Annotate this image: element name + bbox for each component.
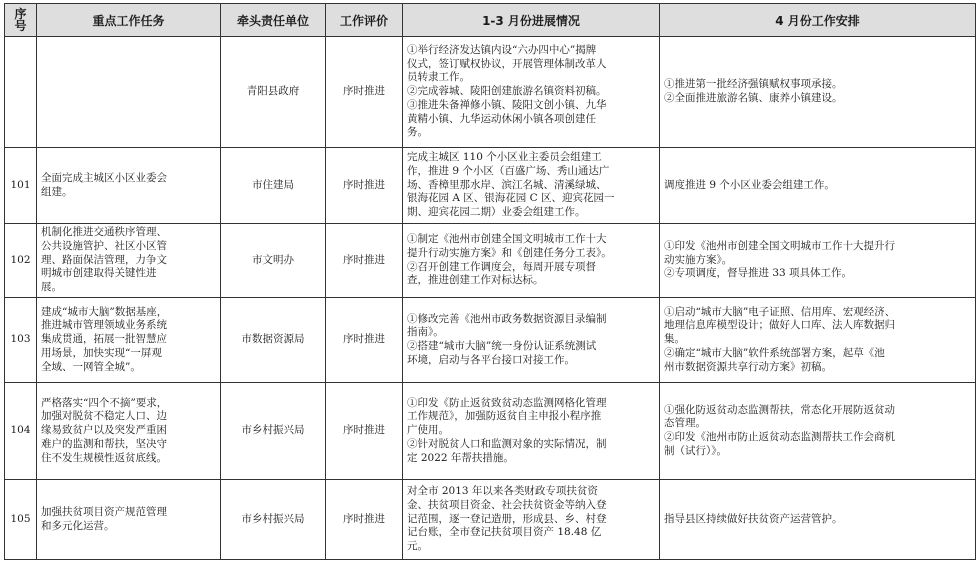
row-seq: 103 (5, 298, 37, 383)
arrangement-line: 州市数据资源共享行动方案》初稿。 (664, 360, 832, 373)
task-line: 加强扶贫项目资产规范管理 (41, 505, 167, 518)
row-seq: 102 (5, 224, 37, 298)
header-arrangement: 4 月份工作安排 (660, 4, 976, 37)
task-line: 缘易致贫户以及突发严重困 (41, 424, 167, 437)
row-seq: 101 (5, 148, 37, 224)
progress-line: 工作规范》，加强防返贫自主申报小程序推 (407, 410, 602, 423)
progress-line: ②完成蓉城、陵阳创建旅游名镇资料初稿。 (407, 85, 607, 98)
arrangement-line: ②确定“城市大脑”软件系统部署方案，起草《池 (664, 346, 885, 359)
row-arrangement (660, 383, 976, 480)
task-line: 建成“城市大脑”数据基座， (41, 305, 168, 318)
row-progress (403, 298, 660, 383)
task-line: 公共设施管护、社区小区管 (41, 239, 167, 252)
row-unit: 青阳县政府 (221, 37, 326, 148)
arrangement-line: ②全面推进旅游名镇、康养小镇建设。 (664, 92, 843, 104)
row-progress (403, 480, 660, 560)
progress-line: 记范围，逐一登记造册，形成县、乡、村登 (407, 512, 607, 525)
arrangement-line: ①推进第一批经济强镇赋权事项承接。 (664, 78, 843, 91)
progress-line: 广使用。 (407, 424, 449, 437)
arrangement-line: ①印发《池州市创建全国文明城市工作十大提升行 (664, 239, 895, 252)
table-row (5, 480, 976, 560)
progress-line: ②召开创建工作调度会，每周开展专项督 (407, 260, 596, 273)
progress-line: ①修改完善《池州市政务数据资源目录编制 (407, 312, 607, 325)
progress-line: ①举行经济发达镇内设“六办四中心”揭牌 (407, 44, 597, 57)
progress-line: 完成主城区 110 个小区业主委员会组建工 (407, 151, 602, 164)
progress-line: 指南》。 (407, 326, 444, 339)
task-line: 难户的监测和帮扶，坚决守 (41, 437, 167, 450)
work-task-table (4, 3, 976, 560)
row-task (37, 148, 221, 224)
row-seq: 104 (5, 383, 37, 480)
table-row (5, 383, 976, 480)
arrangement-line: 态管理。 (664, 417, 706, 430)
task-line: 明城市创建取得关键性进 (41, 267, 157, 280)
row-progress (403, 37, 660, 148)
row-unit: 市文明办 (221, 224, 326, 298)
arrangement-line: 集。 (664, 333, 685, 346)
row-progress (403, 148, 660, 224)
arrangement-line: ②印发《池州市防止返贫动态监测帮扶工作会商机 (664, 431, 895, 443)
table-body (5, 37, 976, 560)
progress-line: ①印发《防止返贫致贫动态监测网格化管理 (407, 396, 607, 409)
row-unit: 市数据资源局 (221, 298, 326, 383)
progress-line: 员转隶工作。 (407, 71, 470, 84)
header-seq-char: 序 (14, 7, 27, 21)
row-unit: 市住建局 (221, 148, 326, 224)
arrangement-line: 制（试行）》。 (664, 444, 727, 457)
row-arrangement (660, 298, 976, 383)
arrangement-line: ①启动“城市大脑”电子证照、信用库、宏观经济、 (664, 305, 896, 318)
progress-line: 仪式，签订赋权协议，开展管理体制改革人 (407, 57, 607, 70)
row-arrangement (660, 37, 976, 148)
task-line: 全面完成主城区小区业委会 (41, 171, 167, 184)
progress-line: 黄精小镇、九华运动休闲小镇各项创建任 (407, 112, 596, 125)
task-line: 全域、一网管全城”。 (41, 360, 141, 373)
arrangement-line: ①强化防返贫动态监测帮扶，常态化开展防返贫动 (664, 403, 895, 416)
table-row (5, 148, 976, 224)
table-row (5, 298, 976, 383)
progress-line: 元。 (407, 540, 428, 553)
progress-line: 银海花园 A 区、银海花园 C 区、迎宾花园一 (407, 192, 615, 205)
header-eval: 工作评价 (326, 4, 403, 37)
row-arrangement (660, 224, 976, 298)
header-progress: 1-3 月份进展情况 (403, 4, 660, 37)
row-progress (403, 224, 660, 298)
row-seq (5, 37, 37, 148)
row-eval: 序时推进 (326, 383, 403, 480)
row-progress (403, 383, 660, 480)
row-eval: 序时推进 (326, 298, 403, 383)
row-eval: 序时推进 (326, 148, 403, 224)
progress-line: 环境，启动与各平台接口对接工作。 (407, 353, 575, 366)
progress-line: 对全市 2013 年以来各类财政专项扶贫资 (407, 485, 598, 498)
progress-line: 作，推进 9 个小区（百盛广场、秀山通达广 (407, 164, 610, 177)
header-task: 重点工作任务 (37, 4, 221, 37)
arrangement-line: 指导县区持续做好扶贫资产运营管护。 (664, 512, 843, 525)
progress-line: 查，推进创建工作对标达标。 (407, 274, 544, 287)
progress-line: 定 2022 年帮扶措施。 (407, 451, 514, 464)
progress-line: ②搭建“城市大脑”统一身份认证系统测试 (407, 340, 597, 352)
row-eval: 序时推进 (326, 480, 403, 560)
task-line: 展。 (41, 281, 62, 294)
progress-line: 金、扶贫项目资金、社会扶贫资金等纳入登 (407, 498, 607, 511)
row-eval: 序时推进 (326, 224, 403, 298)
progress-line: 记台账，全市登记扶贫项目资产 18.48 亿 (407, 526, 602, 539)
table-header-row (5, 4, 976, 37)
row-task (37, 298, 221, 383)
task-line: 机制化推进交通秩序管理、 (41, 226, 167, 239)
task-line: 严格落实“四个不摘”要求， (41, 396, 168, 409)
task-line: 加强对脱贫不稳定人口、边 (41, 410, 167, 423)
task-line: 集成贯通，拓展一批智慧应 (41, 333, 167, 346)
progress-line: ②针对脱贫人口和监测对象的实际情况，制 (407, 437, 607, 450)
task-line: 推进城市管理领域业务系统 (41, 319, 167, 332)
arrangement-line: 调度推进 9 个小区业委会组建工作。 (664, 178, 835, 191)
table-row (5, 224, 976, 298)
progress-line: 提升行动实施方案》和《创建任务分工表》。 (407, 246, 612, 259)
row-task (37, 37, 221, 148)
row-arrangement (660, 480, 976, 560)
row-unit: 市乡村振兴局 (221, 480, 326, 560)
row-seq: 105 (5, 480, 37, 560)
row-task (37, 480, 221, 560)
task-line: 和多元化运营。 (41, 519, 115, 532)
header-seq (5, 4, 37, 37)
row-eval: 序时推进 (326, 37, 403, 148)
table-row (5, 37, 976, 148)
row-unit: 市乡村振兴局 (221, 383, 326, 480)
header-unit: 牵头责任单位 (221, 4, 326, 37)
row-task (37, 224, 221, 298)
row-task (37, 383, 221, 480)
progress-line: ③推进朱备禅修小镇、陵阳文创小镇、九华 (407, 98, 607, 111)
task-line: 组建。 (41, 185, 73, 198)
progress-line: 期、迎宾花园二期）业委会组建工作。 (407, 206, 586, 219)
row-arrangement (660, 148, 976, 224)
progress-line: 务。 (407, 126, 428, 139)
arrangement-line: 地理信息库模型设计；做好人口库、法人库数据归 (664, 319, 895, 332)
progress-line: 场、香樟里那水岸、滨江名城、清溪绿城、 (407, 178, 607, 191)
task-line: 理、路面保洁管理，力争文 (41, 253, 167, 266)
arrangement-line: 动实施方案》。 (664, 253, 733, 266)
task-line: 用场景，加快实现“一屏观 (41, 346, 162, 359)
header-seq-char: 号 (14, 19, 27, 33)
progress-line: ①制定《池州市创建全国文明城市工作十大 (407, 233, 607, 246)
task-line: 住不发生规模性返贫底线。 (41, 451, 167, 464)
arrangement-line: ②专项调度，督导推进 33 项具体工作。 (664, 267, 853, 280)
